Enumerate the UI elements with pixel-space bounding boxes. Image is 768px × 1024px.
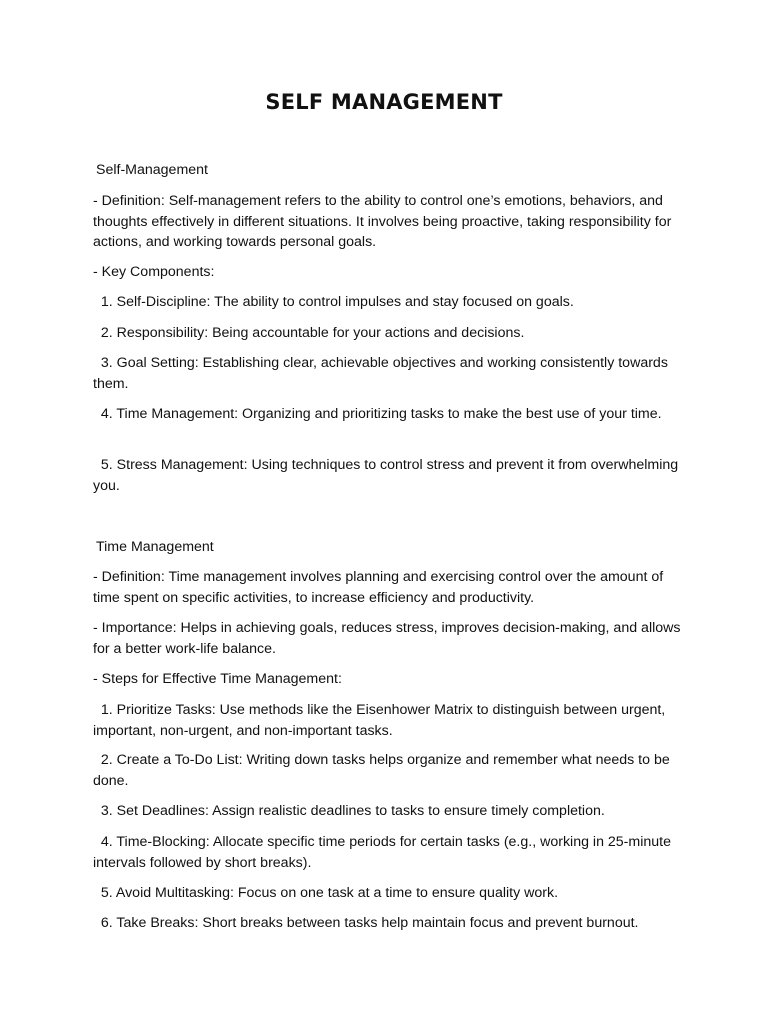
list-item: 1. Prioritize Tasks: Use methods like the Eisenhower Matrix to distinguish between urgent, important, non-urgent, and non-important tasks.	[93, 702, 670, 739]
list-item: 1. Self-Discipline: The ability to control impulses and stay focused on goals.	[93, 294, 574, 310]
list-item: 2. Create a To-Do List: Writing down tasks helps organize and remember what needs to be done.	[93, 752, 674, 789]
list-item: 5. Avoid Multitasking: Focus on one task at a time to ensure quality work.	[93, 885, 559, 901]
section-heading-time-management: Time Management	[96, 539, 214, 555]
list-item: 4. Time Management: Organizing and prioritizing tasks to make the best use of your time.	[93, 406, 662, 422]
list-item: 3. Set Deadlines: Assign realistic deadlines to tasks to ensure timely completion.	[93, 803, 605, 819]
list-item: 3. Goal Setting: Establishing clear, achievable objectives and working consistently towards them.	[93, 355, 672, 392]
time-management-definition: - Definition: Time management involves planning and exercising control over the amount of time spent on specific activities, to increase efficiency and productivity.	[93, 569, 664, 606]
self-management-definition: - Definition: Self-management refers to the ability to control one’s emotions, behaviors, and thoughts effectively in different situations. It involves being proactive, taking responsibility for actions, and working towards personal goals.	[93, 193, 672, 250]
list-item: 6. Take Breaks: Short breaks between tasks help maintain focus and prevent burnout.	[93, 915, 639, 931]
list-item: 4. Time-Blocking: Allocate specific time periods for certain tasks (e.g., working in 25-minute intervals followed by short breaks).	[93, 834, 675, 871]
page-title: SELF MANAGEMENT	[265, 90, 503, 114]
time-management-importance: - Importance: Helps in achieving goals, reduces stress, improves decision-making, and allows for a better work-life balance.	[93, 620, 681, 657]
steps-label: - Steps for Effective Time Management:	[93, 671, 342, 687]
key-components-label: - Key Components:	[93, 264, 215, 280]
list-item: 5. Stress Management: Using techniques to control stress and prevent it from overwhelming you.	[93, 457, 683, 494]
list-item: 2. Responsibility: Being accountable for your actions and decisions.	[93, 325, 525, 341]
section-heading-self-management: Self-Management	[96, 162, 208, 178]
